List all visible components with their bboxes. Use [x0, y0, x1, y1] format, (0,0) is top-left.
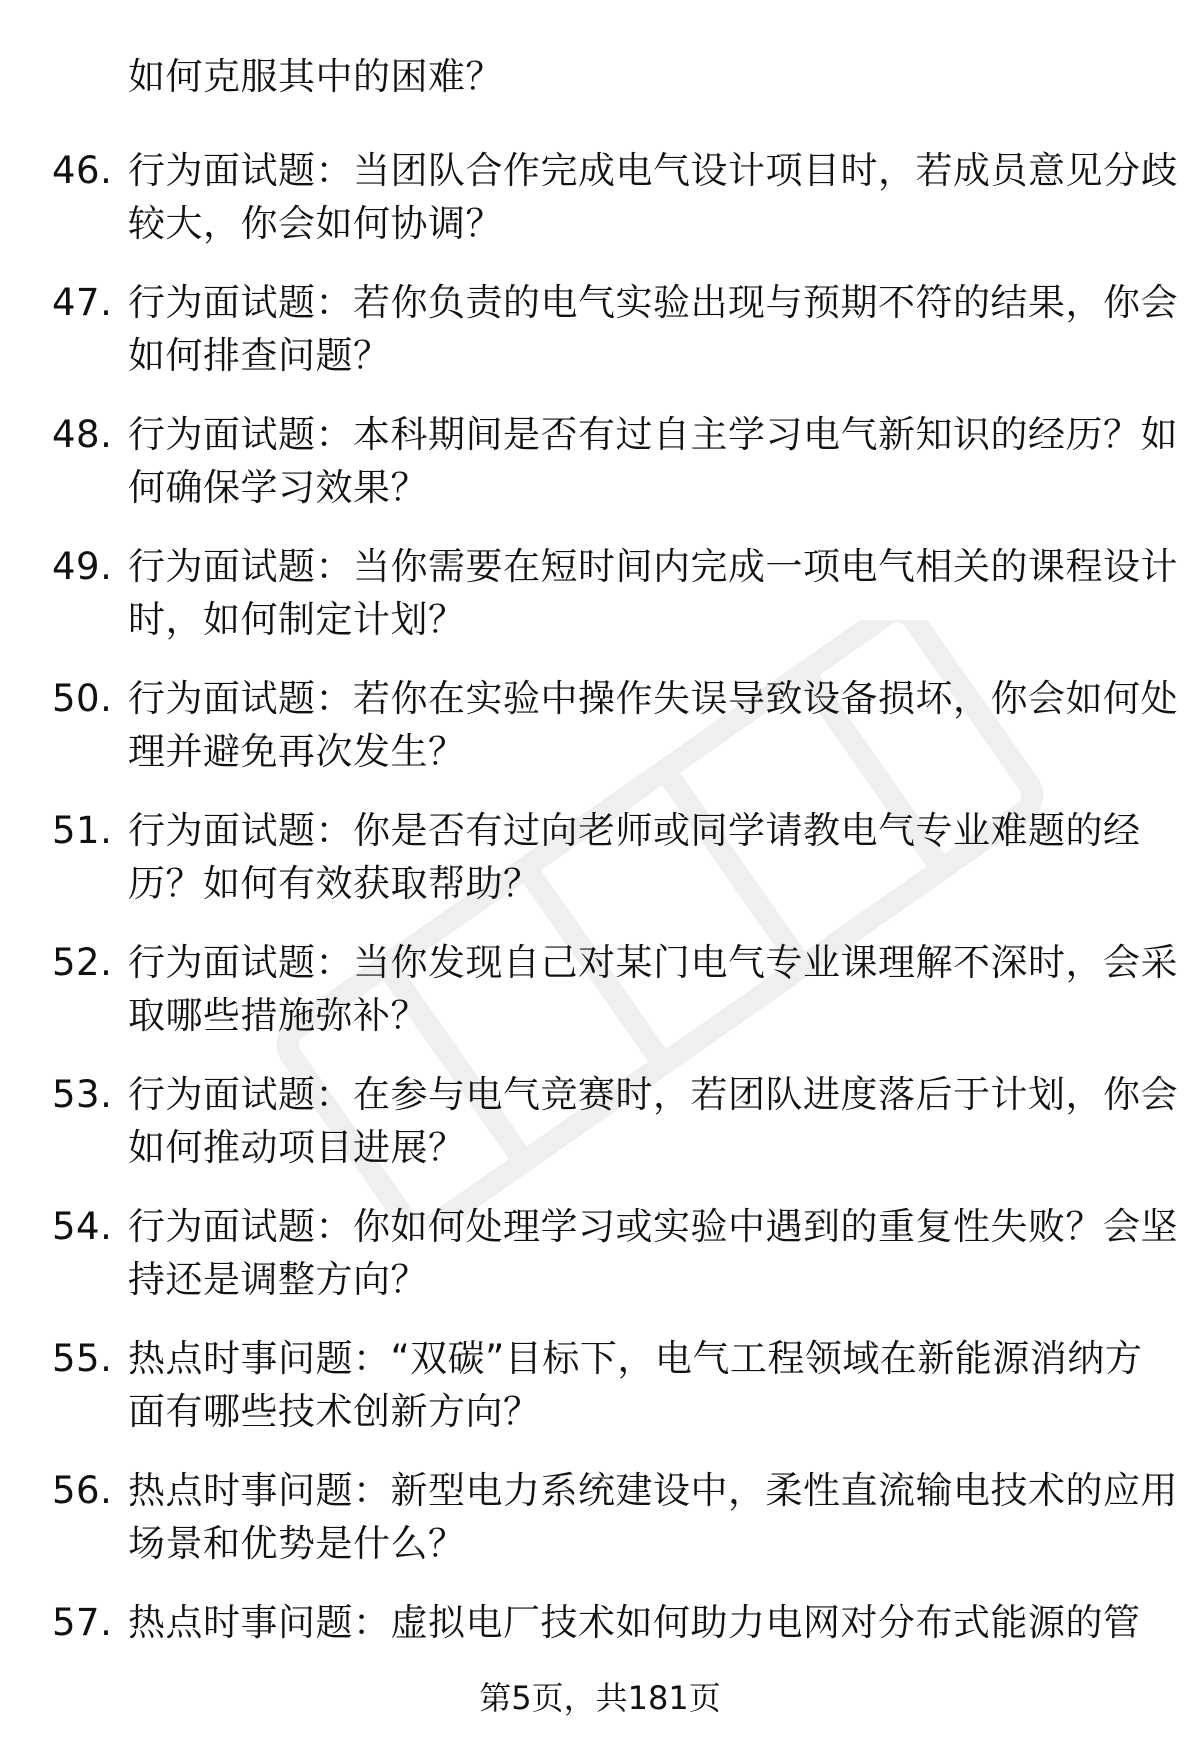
- question-text: 热点时事问题：“双碳”目标下，电气工程领域在新能源消纳方: [128, 1337, 1143, 1380]
- question-text: 行为面试题：当你发现自己对某门电气专业课理解不深时，会采: [128, 941, 1178, 984]
- question-text: 行为面试题：在参与电气竞赛时，若团队进度落后于计划，你会: [128, 1073, 1178, 1116]
- question-text-continued: 历？如何有效获取帮助？: [128, 862, 541, 905]
- question-number: 49.: [52, 545, 113, 588]
- question-number: 57.: [52, 1601, 113, 1644]
- question-text-continued: 如何推动项目进展？: [128, 1126, 466, 1169]
- question-number: 56.: [52, 1469, 113, 1512]
- question-text: 行为面试题：当你需要在短时间内完成一项电气相关的课程设计: [128, 545, 1178, 588]
- question-text: 热点时事问题：虚拟电厂技术如何助力电网对分布式能源的管: [128, 1601, 1141, 1644]
- question-text-continued: 场景和优势是什么？: [128, 1522, 466, 1565]
- question-number: 54.: [52, 1205, 113, 1248]
- question-text-continued: 如何排查问题？: [128, 334, 391, 377]
- question-text: 行为面试题：若你负责的电气实验出现与预期不符的结果，你会: [128, 281, 1178, 324]
- question-number: 55.: [52, 1337, 113, 1380]
- question-number: 48.: [52, 413, 113, 456]
- question-text: 行为面试题：若你在实验中操作失误导致设备损坏，你会如何处: [128, 677, 1178, 720]
- question-text: 行为面试题：当团队合作完成电气设计项目时，若成员意见分歧: [128, 149, 1178, 192]
- question-text-continued: 面有哪些技术创新方向？: [128, 1390, 541, 1433]
- question-text-continued: 较大，你会如何协调？: [128, 202, 503, 245]
- continuation-text: 如何克服其中的困难？: [128, 55, 503, 98]
- question-text: 行为面试题：本科期间是否有过自主学习电气新知识的经历？如: [128, 413, 1178, 456]
- question-text: 行为面试题：你如何处理学习或实验中遇到的重复性失败？会坚: [128, 1205, 1178, 1248]
- question-text-continued: 取哪些措施弥补？: [128, 994, 428, 1037]
- question-number: 46.: [52, 149, 113, 192]
- question-number: 50.: [52, 677, 113, 720]
- question-number: 47.: [52, 281, 113, 324]
- page-footer: 第5页，共181页: [479, 1679, 721, 1717]
- question-text-continued: 持还是调整方向？: [128, 1258, 428, 1301]
- question-number: 52.: [52, 941, 113, 984]
- question-text: 热点时事问题：新型电力系统建设中，柔性直流输电技术的应用: [128, 1469, 1178, 1512]
- question-text: 行为面试题：你是否有过向老师或同学请教电气专业难题的经: [128, 809, 1141, 852]
- question-number: 51.: [52, 809, 113, 852]
- question-text-continued: 何确保学习效果？: [128, 466, 428, 509]
- question-number: 53.: [52, 1073, 113, 1116]
- question-text-continued: 理并避免再次发生？: [128, 730, 466, 773]
- question-text-continued: 时，如何制定计划？: [128, 598, 466, 641]
